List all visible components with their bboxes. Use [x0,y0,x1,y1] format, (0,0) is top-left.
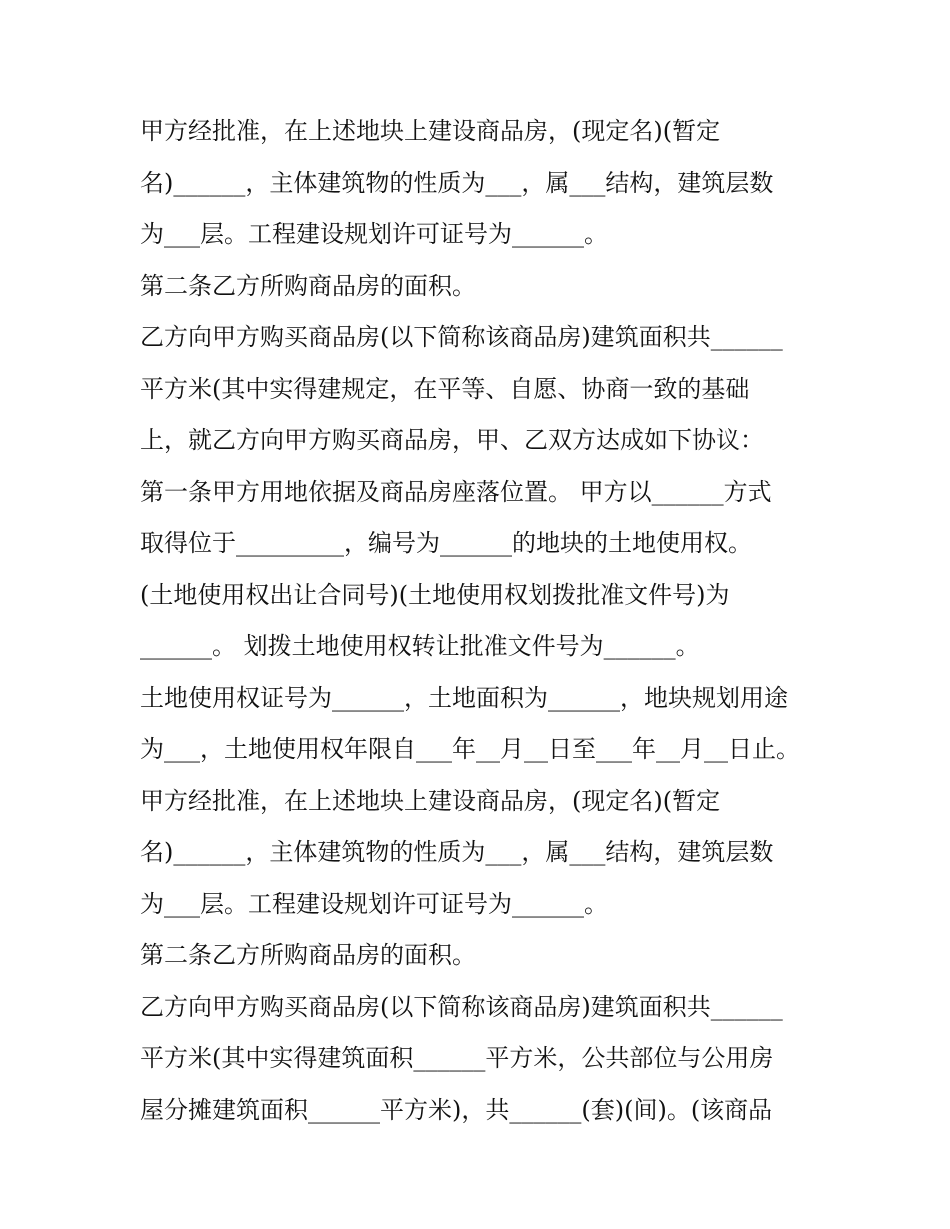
text-line: 上，就乙方向甲方购买商品房，甲、乙双方达成如下协议： [140,426,764,454]
text-line: 第二条乙方所购商品房的面积。 [140,271,476,300]
text-line: 取得位于_________，编号为______的地块的土地使用权。 [140,529,752,557]
text-line: 乙方向甲方购买商品房(以下简称该商品房)建筑面积共______ [140,323,783,351]
text-line: 甲方经批准，在上述地块上建设商品房，(现定名)(暂定 [140,117,721,145]
text-line: 为___，土地使用权年限自___年__月__日至___年__月__日止。 [140,735,800,763]
text-line: 平方米(其中实得建规定，在平等、自愿、协商一致的基础 [140,374,750,403]
text-line: ______。 划拨土地使用权转让批准文件号为______。 [140,632,700,660]
text-line: 土地使用权证号为______，土地面积为______，地块规划用途 [140,683,788,712]
text-line: 甲方经批准，在上述地块上建设商品房，(现定名)(暂定 [140,786,721,815]
text-line: 屋分摊建筑面积______平方米)，共______(套)(间)。(该商品 [140,1095,773,1124]
text-line: 名)______，主体建筑物的性质为___，属___结构，建筑层数 [140,838,774,866]
text-line: 平方米(其中实得建筑面积______平方米，公共部位与公用房 [140,1044,774,1072]
text-line: 为___层。工程建设规划许可证号为______。 [140,889,608,918]
text-line: (土地使用权出让合同号)(土地使用权划拨批准文件号)为 [140,580,730,609]
text-line: 为___层。工程建设规划许可证号为______。 [140,220,608,248]
contract-text-block [140,106,820,1136]
text-line: 第一条甲方用地依据及商品房座落位置。 甲方以______方式 [140,477,772,506]
text-line: 乙方向甲方购买商品房(以下简称该商品房)建筑面积共______ [140,992,783,1021]
text-line: 名)______，主体建筑物的性质为___，属___结构，建筑层数 [140,168,774,197]
text-line: 第二条乙方所购商品房的面积。 [140,941,476,969]
